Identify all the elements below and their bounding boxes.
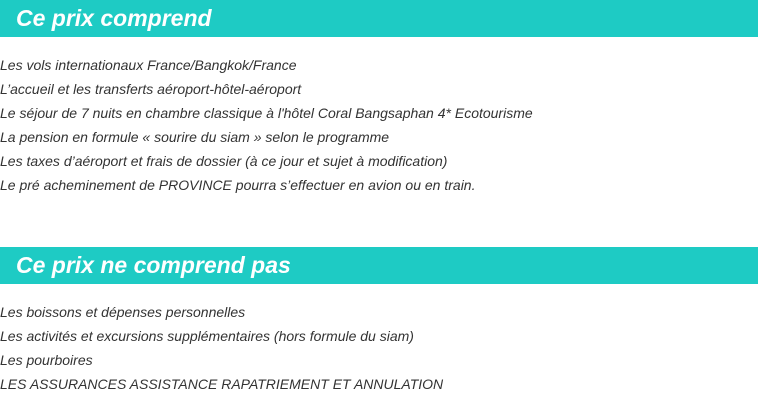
list-item: Les boissons et dépenses personnelles (0, 304, 246, 320)
includes-section-title: Ce prix comprend (16, 5, 212, 31)
excludes-section-title: Ce prix ne comprend pas (16, 252, 291, 278)
list-item: Le pré acheminement de PROVINCE pourra s’effectuer en avion ou en train. (0, 177, 476, 193)
includes-section-header (0, 0, 758, 37)
list-item: Les activités et excursions supplémentaires (hors formule du siam) (0, 328, 414, 344)
list-item: Les taxes d’aéroport et frais de dossier (à ce jour et sujet à modification) (0, 153, 448, 169)
list-item: L’accueil et les transferts aéroport-hôtel-aéroport (0, 81, 302, 97)
includes-list (0, 53, 533, 197)
excludes-list (0, 300, 443, 396)
list-item: Le séjour de 7 nuits en chambre classique à l'hôtel Coral Bangsaphan 4* Ecotourisme (0, 105, 533, 121)
list-item: Les vols internationaux France/Bangkok/France (0, 57, 297, 73)
list-item: Les pourboires (0, 352, 93, 368)
list-item: La pension en formule « sourire du siam » selon le programme (0, 129, 390, 145)
excludes-section-header (0, 247, 758, 284)
list-item: LES ASSURANCES ASSISTANCE RAPATRIEMENT ET ANNULATION (0, 376, 444, 392)
